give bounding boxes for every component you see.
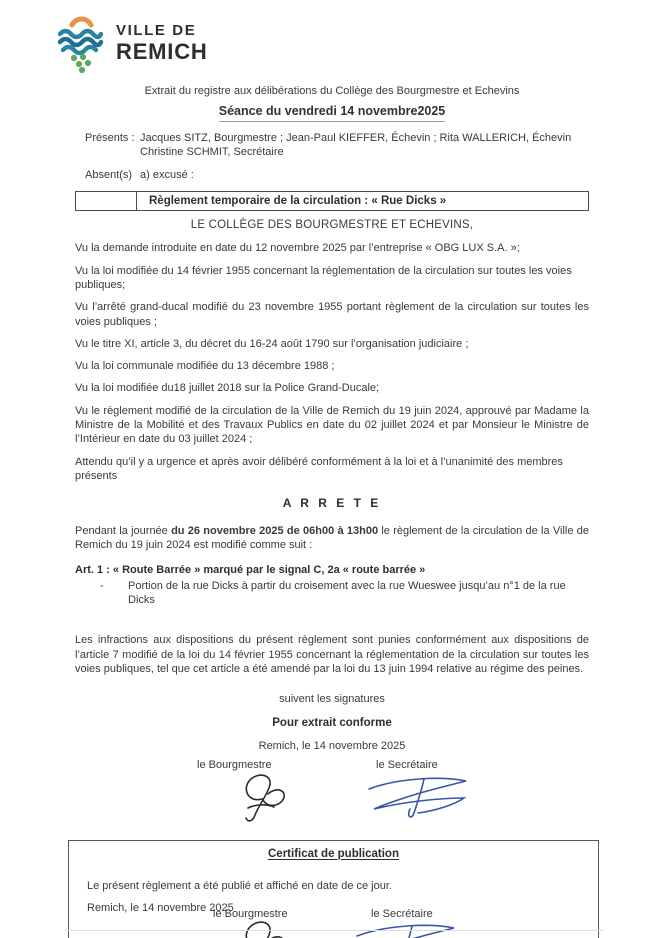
paragraph-attendu: Attendu qu’il y a urgence et après avoir délibéré conformément à la loi et à l’unanimité des membres présents [75,455,563,482]
pendant-bold-dates: du 26 novembre 2025 de 06h00 à 13h00 [171,524,379,537]
secretaire-signature [363,772,473,824]
certificate-box [68,840,599,938]
article-1-item-text: Portion de la rue Dicks à partir du croisement avec la rue Wueswee jusqu’au n°1 de la rue Dicks [128,579,566,607]
certificate-date-line: Remich, le 14 novembre 2025 [87,901,234,914]
certificate-title-line [69,847,598,862]
bourgmestre-label: le Bourgmestre [197,758,272,771]
remich-logo [55,13,208,73]
attendance-section [75,131,589,183]
subject-box-divider [136,192,137,210]
certificate-statement: Le présent règlement a été publié et affiché en date de ce jour. [87,879,392,892]
presents-value [140,131,589,160]
suivent-signatures-line: suivent les signatures [279,693,385,706]
paragraph-pendant [75,524,589,553]
absents-row [75,168,589,182]
article-1-heading: Art. 1 : « Route Barrée » marqué par le signal C, 2a « route barrée » [75,564,426,577]
paragraph-vu-arrete: Vu l’arrêté grand-ducal modifié du 23 novembre 1955 portant règlement de la circulation sur toutes les voies publiques ; [75,301,589,328]
pour-extrait-conforme: Pour extrait conforme [272,716,392,729]
seance-line [75,103,589,121]
paragraph-vu-demande: Vu la demande introduite en date du 12 novembre 2025 par l’entreprise « OBG LUX S.A. »; [75,242,520,255]
page-bottom-scan-line [64,930,603,931]
article-1-item [100,579,589,608]
secretaire-label: le Secrétaire [376,758,438,771]
remich-logo-icon [55,13,107,73]
logo-ville-de: VILLE DE [116,22,197,39]
paragraph-vu-titre-xi: Vu le titre XI, article 3, du décret du 16-24 août 1790 sur l’organisation judiciaire ; [75,337,469,350]
list-dash: - [100,579,104,592]
presents-line2: Christine SCHMIT, Secrétaire [140,145,284,158]
certificate-title: Certificat de publication [268,847,399,860]
absents-value: a) excusé : [140,169,194,182]
bourgmestre-signature [233,764,295,828]
paragraph-vu-reglement: Vu le règlement modifié de la circulation de la Ville de Remich du 19 juin 2024, approuvé par Madame la Ministre de la Mobilité et des Travaux Publics en date du 02 juillet 2024 et par Monsieur le Ministre de l’Intérieur en date du 03 juillet 2024 ; [75,404,589,446]
certificate-secretaire-signature [351,919,461,938]
subject-title: Règlement temporaire de la circulation : « Rue Dicks » [149,195,447,208]
paragraph-vu-loi-1955: Vu la loi modifiée du 14 février 1955 concernant la réglementation de la circulation sur toutes les voies publiques; [75,264,572,291]
paragraph-vu-loi-communale: Vu la loi communale modifiée du 13 décembre 1988 ; [75,360,335,373]
subject-box [75,191,589,211]
paragraph-infractions: Les infractions aux dispositions du présent règlement sont punies conformément aux dispositions de l’article 7 modifié de la loi du 14 février 1955 concernant la réglementation de la circulation sur toutes les voies publiques, tel que cet article a été amendé par la loi du 13 juin 1994 relative au régime des peines. [75,634,589,675]
certificate-bourgmestre-signature [233,911,295,938]
seance-title: Séance du vendredi 14 novembre2025 [219,103,446,121]
college-heading: LE COLLÈGE DES BOURGMESTRE ET ECHEVINS, [190,219,474,232]
logo-remich: REMICH [116,39,208,64]
arrete-heading: A R R E T E [282,496,382,511]
logo-wordmark [116,23,208,63]
pendant-suffix: le règlement de la circulation de la Ville de Remich du 19 juin 2024 est modifié comme suit : [75,524,589,552]
extrait-signature-block [75,756,589,840]
certificate-bourgmestre-label: le Bourgmestre [213,907,288,920]
extrait-title: Extrait du registre aux délibérations du Collège des Bourgmestre et Echevins [144,85,520,97]
certificate-secretaire-label: le Secrétaire [371,907,433,920]
presents-line1: Jacques SITZ, Bourgmestre ; Jean-Paul KIEFFER, Échevin ; Rita WALLERICH, Échevin [140,131,572,144]
paragraph-vu-police: Vu la loi modifiée du18 juillet 2018 sur la Police Grand-Ducale; [75,382,380,395]
presents-row [75,131,589,160]
pendant-prefix: Pendant la journée [75,524,172,537]
extrait-date-line: Remich, le 14 novembre 2025 [258,740,406,753]
presents-label: Présents : [85,131,135,144]
absents-label: Absent(s) [85,169,133,182]
